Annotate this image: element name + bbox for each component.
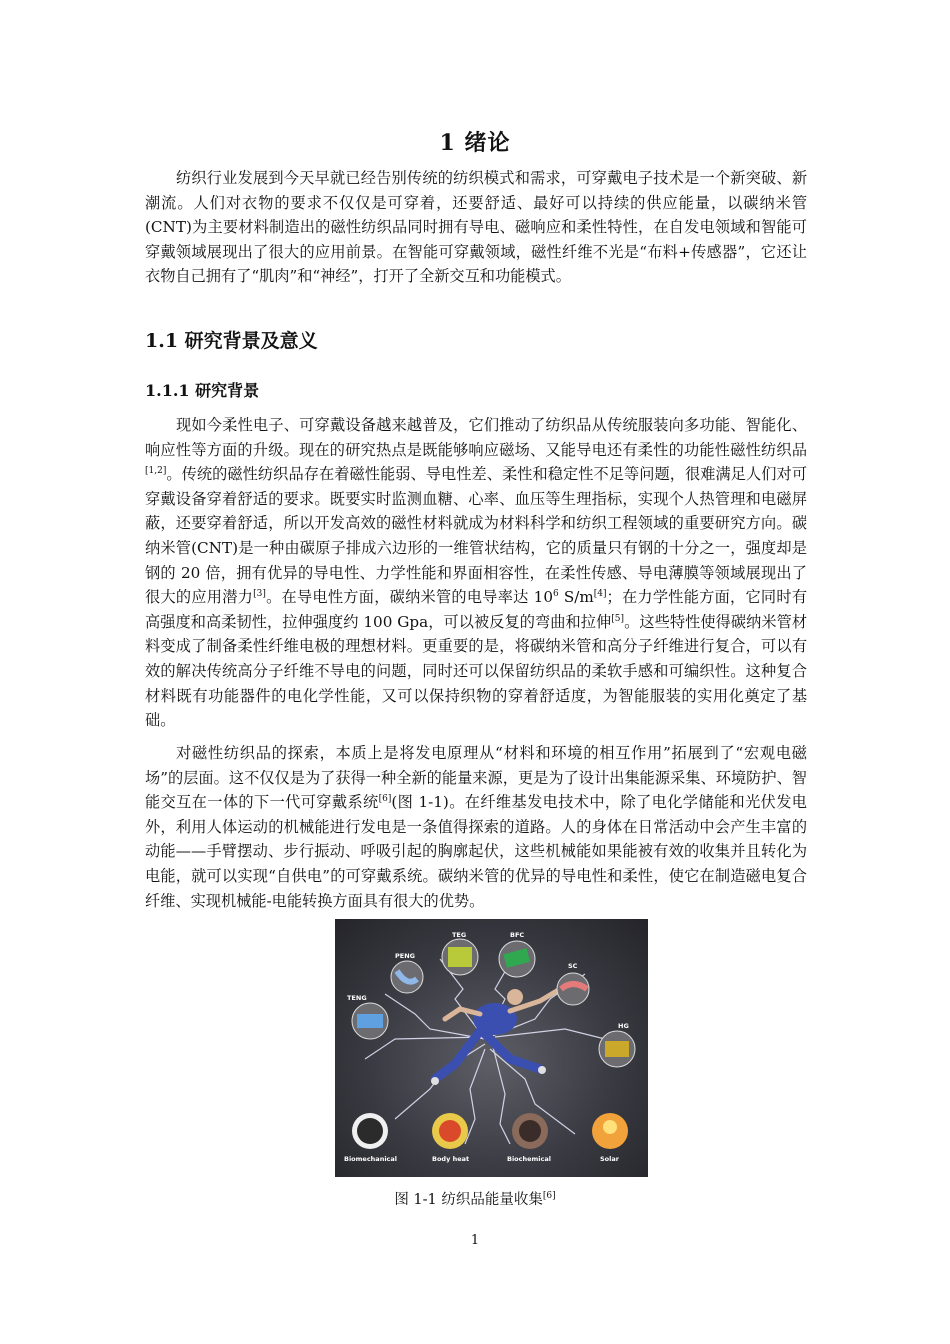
figure-caption <box>0 1188 950 1209</box>
figure-illustration <box>335 919 648 1177</box>
text-run: 现如今柔性电子、可穿戴设备越来越普及，它们推动了纺织品从传统服装向多功能、智能化、响应性等方面的升级。现在的研究热点是既能够响应磁场、又能导电还有柔性的功能性磁性纺织品 <box>145 416 807 459</box>
section-heading: 1.1 研究背景及意义 <box>145 330 318 352</box>
text-run: 。这些特性使得碳纳米管材料变成了制备柔性纤维电极的理想材料。更重要的是，将碳纳米管和高分子纤维进行复合，可以有效的解决传统高分子纤维不导电的问题，同时还可以保留纺织品的柔软手感和可编织性。这种复合材料既有功能器件的电化学性能，又可以保持织物的穿着舒适度，为智能服装的实用化奠定了基础。 <box>145 612 807 730</box>
chapter-title: 1 绪论 <box>439 130 511 156</box>
figure-label: Body heat <box>432 1155 470 1163</box>
figure-label: BFC <box>510 931 525 939</box>
exploration-paragraph <box>145 741 807 913</box>
text-run: (图 1-1)。在纤维基发电技术中，除了电化学储能和光伏发电外，利用人体运动的机械能进行发电是一条值得探索的道路。人的身体在日常活动中会产生丰富的动能——手臂摆动、步行振动、呼吸引起的胸廓起伏，这些机械能如果能被有效的收集并且转化为电能，就可以实现“自供电”的可穿戴系统。碳纳米管的优异的导电性和柔性，使它在制造磁电复合纤维、实现机械能-电能转换方面具有很大的优势。 <box>145 793 807 910</box>
peng-icon <box>391 961 423 993</box>
figure-label: HG <box>618 1022 629 1030</box>
figure-label: Biomechanical <box>344 1155 398 1163</box>
text-run: 。在导电性方面，碳纳米管的电导率达 10 <box>265 588 554 607</box>
citation: [3] <box>253 589 266 600</box>
figure-label: TEG <box>452 931 467 939</box>
text-run: S/m <box>558 588 594 607</box>
background-paragraph <box>145 413 807 733</box>
citation: [6] <box>378 794 392 805</box>
figure-label: Solar <box>600 1155 619 1163</box>
intro-paragraph: 纺织行业发展到今天早就已经告别传统的纺织模式和需求，可穿戴电子技术是一个新突破、新潮流。人们对衣物的要求不仅仅是可穿着，还要舒适、最好可以持续的供应能量，以碳纳米管(CNT)为主要材料制造出的磁性纺织品同时拥有导电、磁响应和柔性特性，在自发电领域和智能可穿戴领域展现出了很大的应用前景。在智能可穿戴领域，磁性纤维不光是“布料+传感器”，它还让衣物自己拥有了“肌肉”和“神经”，打开了全新交互和功能模式。 <box>145 169 807 286</box>
figure-label: SC <box>568 962 578 970</box>
figure-label: Biochemical <box>507 1155 552 1163</box>
caption-text: 图 1-1 纺织品能量收集 <box>394 1192 543 1208</box>
figure-label: TENG <box>347 994 367 1002</box>
figure-label: PENG <box>395 952 415 960</box>
exponent: 6 <box>553 589 559 600</box>
energy-harvesting-figure <box>335 919 648 1177</box>
text-run: 。传统的磁性纺织品存在着磁性能弱、导电性差、柔性和稳定性不足等问题，很难满足人们对可穿戴设备穿着舒适的要求。既要实时监测血糖、心率、血压等生理指标，实现个人热管理和电磁屏蔽，还要穿着舒适，所以开发高效的磁性材料就成为材料科学和纺织工程领域的重要研究方向。碳纳米管(CNT)是一种由碳原子排成六边形的一维管状结构，它的质量只有钢的十分之一，强度却是钢的 20 倍，拥有优异的导电性、力学性能和界面相容性，在柔性传感、导电薄膜等领域展现出了很大的应用潜力 <box>145 465 807 607</box>
citation: [4] <box>593 589 607 600</box>
page-number: 1 <box>470 1233 480 1248</box>
subsection-heading: 1.1.1 研究背景 <box>145 381 260 400</box>
citation: [1,2] <box>145 466 167 477</box>
text-run: 对磁性纺织品的探索，本质上是将发电原理从“材料和环境的相互作用”拓展到了“宏观电磁场”的层面。这不仅仅是为了获得一种全新的能量来源，更是为了设计出集能源采集、环境防护、智能交互在一体的下一代可穿戴系统 <box>145 744 807 812</box>
citation: [5] <box>611 613 624 624</box>
citation: [6] <box>542 1191 556 1201</box>
text-run: ；在力学性能方面，它同时有高强度和高柔韧性，拉伸强度约 100 Gpa，可以被反复的弯曲和拉伸 <box>145 588 808 631</box>
